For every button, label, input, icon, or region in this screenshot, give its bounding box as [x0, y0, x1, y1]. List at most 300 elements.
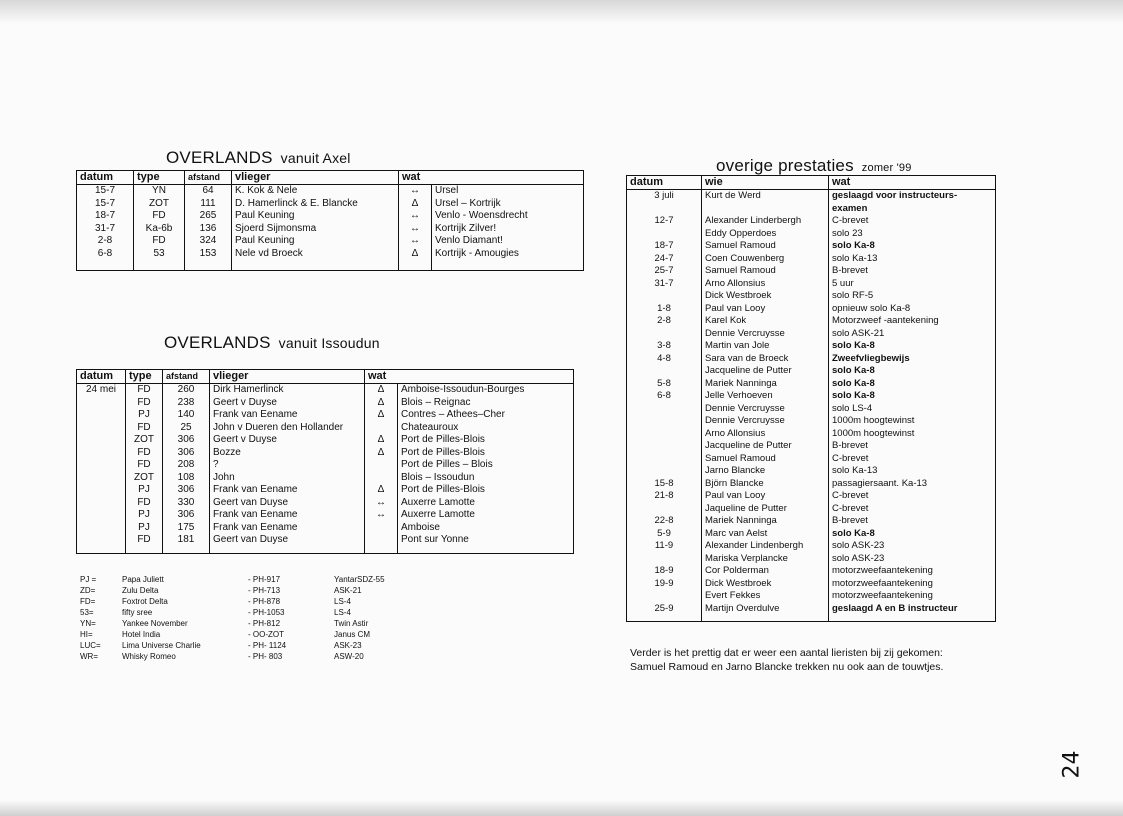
table-row: [77, 422, 574, 435]
cell-wat: solo Ka-13: [829, 465, 996, 478]
table-row: [627, 303, 996, 316]
cell-datum: 3-8: [627, 340, 702, 353]
cell-datum: 1-8: [627, 303, 702, 316]
table-row: [627, 440, 996, 453]
cell-afstand: 306: [163, 509, 210, 522]
legend-code: YN=: [80, 619, 96, 628]
legend-name: Papa Juliett: [122, 575, 164, 584]
cell-type: FD: [126, 534, 163, 547]
cell-type: ZOT: [134, 198, 185, 211]
cell-datum: [627, 440, 702, 453]
table-row: [77, 198, 584, 211]
cell-datum: [627, 290, 702, 303]
cell-wie: Alexander Linderbergh: [702, 215, 829, 228]
cell-datum: [77, 397, 126, 410]
legend-reg: - PH- 1124: [248, 641, 287, 650]
cell-datum: [627, 428, 702, 441]
cell-wat: solo RF-5: [829, 290, 996, 303]
issoudun-header-type: type: [126, 370, 163, 384]
legend-reg: - PH-917: [248, 575, 281, 584]
cell-wie: Coen Couwenberg: [702, 253, 829, 266]
cell-wie: Dennie Vercruysse: [702, 328, 829, 341]
issoudun-title: [164, 333, 380, 353]
cell-vlieger: John: [210, 472, 365, 485]
cell-type: 53: [134, 248, 185, 261]
table-row: [627, 190, 996, 203]
cell-wat: Auxerre Lamotte: [398, 497, 574, 510]
cell-wat: examen: [829, 203, 996, 216]
cell-vlieger: D. Hamerlinck & E. Blancke: [232, 198, 399, 211]
legend-code: ZD=: [80, 586, 96, 595]
cell-wat: Auxerre Lamotte: [398, 509, 574, 522]
cell-wat: geslaagd voor instructeurs-: [829, 190, 996, 203]
cell-datum: 4-8: [627, 353, 702, 366]
cell-datum: 18-9: [627, 565, 702, 578]
cell-datum: 2-8: [627, 315, 702, 328]
axel-table: [76, 170, 584, 271]
cell-datum: 21-8: [627, 490, 702, 503]
legend-code: HI=: [80, 630, 93, 639]
cell-type: FD: [126, 459, 163, 472]
cell-empty: [398, 547, 574, 554]
overige-header-datum: datum: [627, 176, 702, 190]
table-row: [77, 409, 574, 422]
table-row: [627, 315, 996, 328]
cell-wat: 5 uur: [829, 278, 996, 291]
table-row: [627, 265, 996, 278]
cell-vlieger: John v Dueren den Hollander: [210, 422, 365, 435]
scan-shadow-bottom: [0, 800, 1123, 816]
overige-title-sub: zomer '99: [861, 162, 912, 174]
cell-wat: solo 23: [829, 228, 996, 241]
legend-type: ASW-20: [334, 652, 364, 661]
cell-datum: [77, 434, 126, 447]
cell-wat: Motorzweef -aantekening: [829, 315, 996, 328]
cell-vlieger: Paul Keuning: [232, 210, 399, 223]
cell-symbol: ↔: [365, 497, 398, 510]
cell-datum: [627, 365, 702, 378]
cell-afstand: 260: [163, 384, 210, 397]
cell-wat: B-brevet: [829, 265, 996, 278]
table-row: [77, 522, 574, 535]
cell-wie: Samuel Ramoud: [702, 453, 829, 466]
cell-datum: 19-9: [627, 578, 702, 591]
table-row: [77, 223, 584, 236]
cell-type: FD: [126, 422, 163, 435]
cell-wat: solo ASK-21: [829, 328, 996, 341]
cell-datum: 2-8: [77, 235, 134, 248]
axel-title: [166, 148, 351, 168]
cell-symbol: [365, 472, 398, 485]
table-row: [77, 185, 584, 198]
cell-symbol: ↔: [399, 235, 432, 248]
cell-wie: Cor Polderman: [702, 565, 829, 578]
table-row: [627, 478, 996, 491]
table-row: [627, 290, 996, 303]
cell-empty: [126, 547, 163, 554]
cell-vlieger: Frank van Eename: [210, 522, 365, 535]
cell-vlieger: Frank van Eename: [210, 409, 365, 422]
issoudun-header-wat: wat: [365, 370, 574, 384]
legend-code: 53=: [80, 608, 94, 617]
cell-empty: [365, 547, 398, 554]
cell-datum: [627, 465, 702, 478]
table-row: [627, 390, 996, 403]
cell-wat: Ursel – Kortrijk: [432, 198, 584, 211]
cell-vlieger: Frank van Eename: [210, 509, 365, 522]
cell-type: YN: [134, 185, 185, 198]
cell-wie: Jacqueline de Putter: [702, 365, 829, 378]
cell-type: PJ: [126, 409, 163, 422]
cell-datum: 6-8: [77, 248, 134, 261]
cell-datum: [77, 484, 126, 497]
cell-wat: solo Ka-8: [829, 365, 996, 378]
cell-wat: C-brevet: [829, 490, 996, 503]
legend-reg: - PH- 803: [248, 652, 283, 661]
cell-type: PJ: [126, 522, 163, 535]
legend-reg: - PH-878: [248, 597, 281, 606]
cell-wie: Martijn Overdulve: [702, 603, 829, 616]
cell-wie: Martin van Jole: [702, 340, 829, 353]
cell-wat: Amboise: [398, 522, 574, 535]
cell-afstand: 25: [163, 422, 210, 435]
legend-name: Hotel India: [122, 630, 161, 639]
legend-code: PJ =: [80, 575, 97, 584]
scan-shadow-top: [0, 0, 1123, 24]
cell-wat: B-brevet: [829, 515, 996, 528]
axel-header-datum: datum: [77, 171, 134, 185]
cell-datum: 18-7: [77, 210, 134, 223]
cell-symbol: Δ: [365, 484, 398, 497]
cell-wat: solo Ka-8: [829, 390, 996, 403]
cell-datum: 15-7: [77, 198, 134, 211]
cell-wie: Björn Blancke: [702, 478, 829, 491]
table-row: [627, 590, 996, 603]
legend-type: ASK-21: [334, 586, 362, 595]
cell-datum: [627, 415, 702, 428]
overige-title-main: overige prestaties: [716, 156, 854, 175]
table-row: [627, 340, 996, 353]
cell-afstand: 330: [163, 497, 210, 510]
table-row: [627, 365, 996, 378]
cell-wat: motorzweefaantekening: [829, 565, 996, 578]
table-row: [627, 515, 996, 528]
cell-symbol: ↔: [399, 210, 432, 223]
table-row: [627, 240, 996, 253]
cell-afstand: 108: [163, 472, 210, 485]
cell-datum: [627, 328, 702, 341]
cell-datum: 22-8: [627, 515, 702, 528]
cell-empty: [399, 260, 432, 271]
cell-wie: Samuel Ramoud: [702, 265, 829, 278]
cell-wat: Kortrijk - Amougies: [432, 248, 584, 261]
legend-reg: - PH-812: [248, 619, 281, 628]
table-row: [77, 384, 574, 397]
cell-wat: Port de Pilles-Blois: [398, 484, 574, 497]
table-row: [77, 248, 584, 261]
table-row: [627, 253, 996, 266]
cell-wie: Mariek Nanninga: [702, 378, 829, 391]
cell-wie: Dennie Vercruysse: [702, 403, 829, 416]
table-row: [627, 353, 996, 366]
cell-empty: [702, 615, 829, 622]
cell-datum: 25-7: [627, 265, 702, 278]
table-row: [627, 565, 996, 578]
legend-row: [80, 596, 460, 607]
table-row: [627, 215, 996, 228]
cell-symbol: Δ: [365, 397, 398, 410]
cell-symbol: Δ: [365, 434, 398, 447]
issoudun-title-sub: vanuit Issoudun: [278, 335, 380, 351]
cell-datum: 11-9: [627, 540, 702, 553]
cell-symbol: Δ: [365, 409, 398, 422]
cell-wat: Amboise-Issoudun-Bourges: [398, 384, 574, 397]
table-row: [77, 210, 584, 223]
cell-type: PJ: [126, 484, 163, 497]
footnote-line-2: Samuel Ramoud en Jarno Blancke trekken nu ook aan de touwtjes.: [630, 661, 944, 673]
cell-wat: 1000m hoogtewinst: [829, 428, 996, 441]
table-row: [627, 378, 996, 391]
cell-datum: [77, 409, 126, 422]
legend-name: Zulu Delta: [122, 586, 159, 595]
overige-header-wat: wat: [829, 176, 996, 190]
cell-wie: Arno Allonsius: [702, 278, 829, 291]
table-row: [627, 578, 996, 591]
cell-wat: Contres – Athees–Cher: [398, 409, 574, 422]
cell-datum: [627, 553, 702, 566]
axel-header-vlieger: vlieger: [232, 171, 399, 185]
cell-datum: [77, 447, 126, 460]
cell-datum: 24-7: [627, 253, 702, 266]
cell-wat: Zweefvliegbewijs: [829, 353, 996, 366]
cell-datum: [627, 453, 702, 466]
table-row: [77, 397, 574, 410]
cell-vlieger: Geert van Duyse: [210, 497, 365, 510]
legend-row: [80, 651, 460, 662]
cell-datum: [77, 459, 126, 472]
cell-wie: Arno Allonsius: [702, 428, 829, 441]
cell-symbol: ↔: [399, 185, 432, 198]
table-row: [627, 490, 996, 503]
cell-empty: [627, 615, 702, 622]
issoudun-header-afstand: afstand: [163, 370, 210, 384]
cell-symbol: ↔: [399, 223, 432, 236]
cell-wat: C-brevet: [829, 453, 996, 466]
table-row: [627, 503, 996, 516]
cell-symbol: Δ: [365, 384, 398, 397]
cell-wie: Paul van Looy: [702, 303, 829, 316]
table-row: [627, 228, 996, 241]
cell-wat: geslaagd A en B instructeur: [829, 603, 996, 616]
table-row: [627, 453, 996, 466]
cell-type: FD: [134, 235, 185, 248]
legend-type: LS-4: [334, 597, 351, 606]
cell-wie: Evert Fekkes: [702, 590, 829, 603]
legend-code: FD=: [80, 597, 96, 606]
cell-wat: C-brevet: [829, 503, 996, 516]
legend-name: Whisky Romeo: [122, 652, 176, 661]
cell-vlieger: Paul Keuning: [232, 235, 399, 248]
cell-vlieger: K. Kok & Nele: [232, 185, 399, 198]
cell-wie: Jacqueline de Putter: [702, 440, 829, 453]
table-row: [627, 403, 996, 416]
cell-wat: solo Ka-8: [829, 528, 996, 541]
cell-wat: Port de Pilles – Blois: [398, 459, 574, 472]
footnote: [630, 646, 943, 674]
cell-wat: solo ASK-23: [829, 540, 996, 553]
cell-afstand: 175: [163, 522, 210, 535]
cell-wie: Marc van Aelst: [702, 528, 829, 541]
cell-vlieger: Dirk Hamerlinck: [210, 384, 365, 397]
legend-type: Twin Astir: [334, 619, 369, 628]
cell-wie: Dennie Vercruysse: [702, 415, 829, 428]
cell-wat: solo Ka-8: [829, 240, 996, 253]
cell-datum: [627, 503, 702, 516]
overige-header-wie: wie: [702, 176, 829, 190]
cell-afstand: 208: [163, 459, 210, 472]
cell-afstand: 306: [163, 484, 210, 497]
table-row: [627, 428, 996, 441]
cell-wat: Blois – Reignac: [398, 397, 574, 410]
table-row: [77, 497, 574, 510]
cell-datum: [627, 203, 702, 216]
cell-wat: Pont sur Yonne: [398, 534, 574, 547]
table-row: [627, 603, 996, 616]
cell-afstand: 153: [185, 248, 232, 261]
legend-row: [80, 640, 460, 651]
cell-wie: Sara van de Broeck: [702, 353, 829, 366]
cell-wie: Jaqueline de Putter: [702, 503, 829, 516]
cell-datum: 3 juli: [627, 190, 702, 203]
cell-wie: Mariska Verplancke: [702, 553, 829, 566]
cell-type: Ka-6b: [134, 223, 185, 236]
cell-wat: solo Ka-13: [829, 253, 996, 266]
legend-type: ASK-23: [334, 641, 362, 650]
cell-vlieger: Bozze: [210, 447, 365, 460]
cell-afstand: 306: [163, 434, 210, 447]
legend-row: [80, 618, 460, 629]
overige-table: [626, 175, 996, 622]
legend-reg: - OO-ZOT: [248, 630, 284, 639]
cell-afstand: 324: [185, 235, 232, 248]
cell-datum: [627, 590, 702, 603]
cell-afstand: 64: [185, 185, 232, 198]
axel-title-sub: vanuit Axel: [280, 150, 351, 166]
table-row: [77, 534, 574, 547]
table-row-empty: [77, 260, 584, 271]
cell-datum: [77, 497, 126, 510]
issoudun-title-main: OVERLANDS: [164, 333, 271, 352]
cell-datum: [77, 522, 126, 535]
table-row: [77, 459, 574, 472]
cell-wat: 1000m hoogtewinst: [829, 415, 996, 428]
table-row-empty: [77, 547, 574, 554]
cell-wat: passagiersaant. Ka-13: [829, 478, 996, 491]
cell-vlieger: Sjoerd Sijmonsma: [232, 223, 399, 236]
cell-type: PJ: [126, 509, 163, 522]
cell-wie: [702, 203, 829, 216]
cell-wie: Eddy Opperdoes: [702, 228, 829, 241]
cell-empty: [432, 260, 584, 271]
cell-wie: Jelle Verhoeven: [702, 390, 829, 403]
table-row: [77, 484, 574, 497]
axel-header-afstand: afstand: [185, 171, 232, 185]
legend-row: [80, 607, 460, 618]
legend-reg: - PH-1053: [248, 608, 285, 617]
cell-datum: [627, 403, 702, 416]
table-row: [77, 235, 584, 248]
legend-code: LUC=: [80, 641, 101, 650]
cell-wat: Chateauroux: [398, 422, 574, 435]
issoudun-header-vlieger: vlieger: [210, 370, 365, 384]
cell-afstand: 238: [163, 397, 210, 410]
cell-afstand: 306: [163, 447, 210, 460]
cell-symbol: Δ: [399, 248, 432, 261]
cell-afstand: 111: [185, 198, 232, 211]
cell-datum: 5-9: [627, 528, 702, 541]
cell-datum: [77, 472, 126, 485]
table-row: [627, 328, 996, 341]
table-row: [627, 415, 996, 428]
cell-empty: [232, 260, 399, 271]
cell-datum: 18-7: [627, 240, 702, 253]
cell-wat: motorzweefaantekening: [829, 578, 996, 591]
legend-type: Janus CM: [334, 630, 371, 639]
cell-empty: [829, 615, 996, 622]
table-row: [627, 203, 996, 216]
cell-wie: Alexander Lindenbergh: [702, 540, 829, 553]
cell-empty: [210, 547, 365, 554]
cell-wie: Dick Westbroek: [702, 578, 829, 591]
cell-type: ZOT: [126, 434, 163, 447]
cell-wie: Paul van Looy: [702, 490, 829, 503]
cell-symbol: Δ: [365, 447, 398, 460]
cell-symbol: [365, 534, 398, 547]
table-row: [77, 509, 574, 522]
table-row: [627, 528, 996, 541]
aircraft-legend: [80, 574, 460, 662]
cell-type: FD: [134, 210, 185, 223]
cell-vlieger: Geert v Duyse: [210, 434, 365, 447]
cell-wat: Kortrijk Zilver!: [432, 223, 584, 236]
cell-empty: [77, 547, 126, 554]
cell-wie: Kurt de Werd: [702, 190, 829, 203]
cell-vlieger: Geert van Duyse: [210, 534, 365, 547]
cell-symbol: ↔: [365, 509, 398, 522]
cell-vlieger: Nele vd Broeck: [232, 248, 399, 261]
axel-header-type: type: [134, 171, 185, 185]
cell-datum: [77, 509, 126, 522]
cell-empty: [185, 260, 232, 271]
cell-afstand: 181: [163, 534, 210, 547]
cell-wat: solo LS-4: [829, 403, 996, 416]
table-row: [627, 540, 996, 553]
legend-type: LS-4: [334, 608, 351, 617]
cell-wat: motorzweefaantekening: [829, 590, 996, 603]
legend-row: [80, 629, 460, 640]
table-row: [77, 434, 574, 447]
cell-datum: [77, 422, 126, 435]
page-number: 24: [1059, 750, 1085, 779]
cell-datum: 15-7: [77, 185, 134, 198]
cell-datum: 12-7: [627, 215, 702, 228]
cell-datum: 31-7: [627, 278, 702, 291]
cell-wat: solo Ka-8: [829, 378, 996, 391]
table-row: [627, 278, 996, 291]
legend-name: Yankee November: [122, 619, 188, 628]
legend-reg: - PH-713: [248, 586, 281, 595]
overige-title: [716, 156, 912, 176]
